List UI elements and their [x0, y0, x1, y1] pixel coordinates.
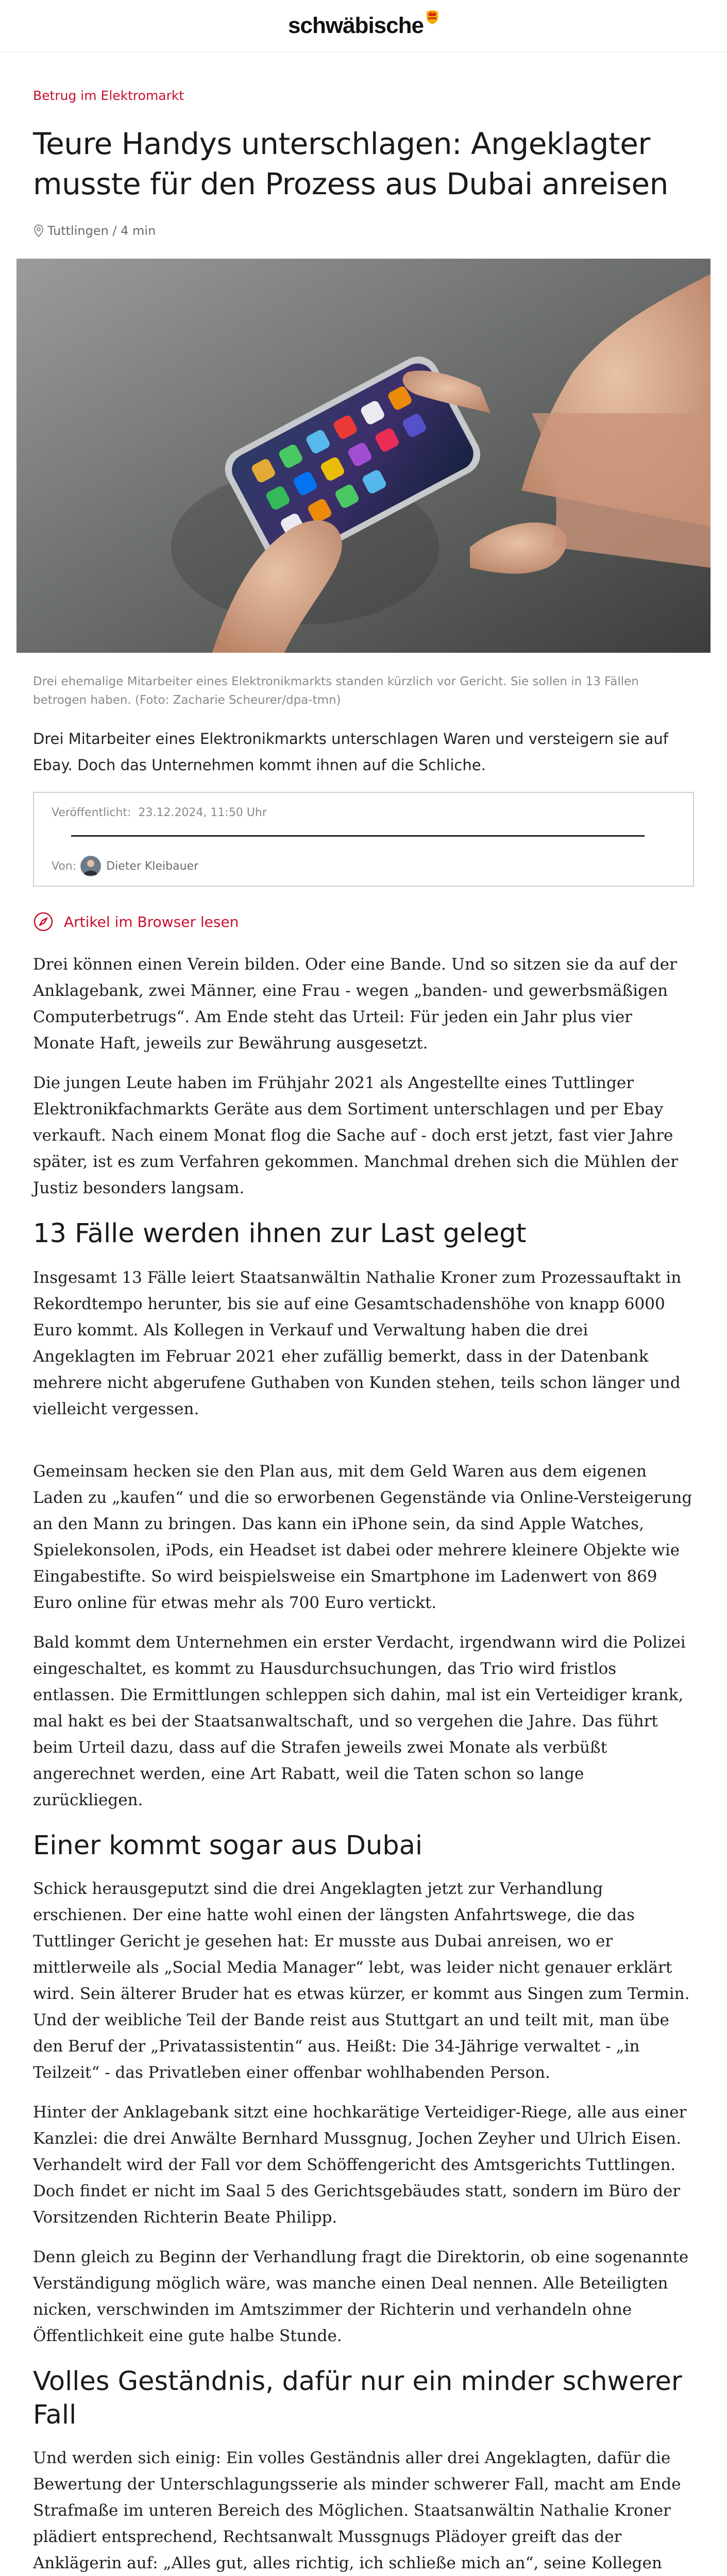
article-info-box	[33, 792, 694, 887]
author-label: Von:	[52, 859, 77, 873]
published-date: 23.12.2024, 11:50 Uhr	[138, 806, 267, 819]
paragraph: Hinter der Anklagebank sitzt eine hochkarätige Verteidiger-Riege, alle aus einer Kanzlei: die drei Anwälte Bernhard Mussgnug, Jochen Zeyher und Ulrich Eisen. Verhandelt wird der Fall vor dem Schöffengericht des Amtsgerichts Tuttlingen. Doch findet er nicht im Saal 5 des Gerichtsgebäudes statt, sondern im Büro der Vorsitzenden Richterin Beate Philipp.	[33, 2103, 687, 2227]
compass-icon	[33, 911, 54, 932]
paragraph: Bald kommt dem Unternehmen ein erster Verdacht, irgendwann wird die Polizei eingeschaltet, es kommt zu Hausdurchsuchungen, das Trio wird fristlos entlassen. Die Ermittlungen schleppen sich dahin, mal ist ein Verteidiger krank, mal hakt es bei der Staatsanwaltschaft, und so vergehen die Jahre. Das führt beim Urteil dazu, dass auf die Strafen jeweils zwei Monate als verbüßt angerechnet werden, eine Art Rabatt, weil die Taten schon so lange zurückliegen.	[33, 1633, 686, 1809]
section-heading: 13 Fälle werden ihnen zur Last gelegt	[33, 1218, 527, 1249]
paragraph: Drei können einen Verein bilden. Oder eine Bande. Und so sitzen sie da auf der Anklagebank, zwei Männer, eine Frau - wegen „banden- und gewerbsmäßigen Computerbetrugs“. Am Ende steht das Urteil: Für jeden ein Jahr plus vier Monate Haft, jeweils zur Bewährung ausgesetzt.	[33, 955, 677, 1053]
page-title: Teure Handys unterschlagen: Angeklagter musste für den Prozess aus Dubai anreisen	[33, 126, 668, 201]
article-teaser: Drei Mitarbeiter eines Elektronikmarkts unterschlagen Waren und versteigern sie auf Ebay. Doch das Unternehmen kommt ihnen auf die Schliche.	[33, 730, 668, 774]
author-info	[52, 856, 198, 876]
paragraph: Und werden sich einig: Ein volles Geständnis aller drei Angeklagten, dafür die Bewertung der Unterschlagungsserie als minder schwerer Fall, macht am Ende Strafmaße im unteren Bereich des Möglichen. Staatsanwältin Nathalie Kroner plädiert entsprechend, Rechtsanwalt Mussgnugs Plädoyer greift das der Anklägerin auf: „Alles gut, alles richtig, ich schließe mich an“, seine Kollegen	[33, 2449, 681, 2572]
author-name[interactable]: Dieter Kleibauer	[106, 859, 199, 873]
image-caption: Drei ehemalige Mitarbeiter eines Elektronikmarkts standen kürzlich vor Gericht. Sie sollen in 13 Fällen betrogen haben. (Foto: Zacharie Scheurer/dpa-tmn)	[33, 675, 639, 707]
author-avatar	[80, 856, 101, 876]
site-logo[interactable]	[288, 13, 439, 39]
hero-image	[16, 259, 711, 653]
article	[0, 88, 727, 2576]
section-heading: Einer kommt sogar aus Dubai	[33, 1831, 423, 1861]
divider	[71, 835, 645, 837]
crest-icon	[426, 9, 439, 24]
article-body	[33, 952, 694, 2576]
paragraph: Schick herausgeputzt sind die drei Angeklagten jetzt zur Verhandlung erschienen. Der eine hatte wohl einen der längsten Anfahrtswege, die das Tuttlinger Gericht je gesehen hat: Er musste aus Dubai anreisen, wo er mittlerweile als „Social Media Manager“ lebt, was leider nicht genauer erklärt wird. Sein älterer Bruder hat es etwas kürzer, er kommt aus Singen zum Termin. Und der weibliche Teil der Bande reist aus Stuttgart an und teilt mit, man übe den Beruf der „Privatassistentin“ aus. Heißt: Die 34-Jährige verwaltet - „in Teilzeit“ - das Privatleben einer offenbar wohlhabenden Person.	[33, 1879, 690, 2082]
paragraph: Gemeinsam hecken sie den Plan aus, mit dem Geld Waren aus dem eigenen Laden zu „kaufen“ und die so erworbenen Gegenstände via Online-Versteigerung an den Mann zu bringen. Das kann ein iPhone sein, da sind Apple Watches, Spielekonsolen, iPods, ein Headset ist dabei oder mehrere kleinere Objekte wie Eingabestifte. So wird beispielsweise ein Smartphone im Ladenwert von 869 Euro online für etwas mehr als 700 Euro vertickt.	[33, 1462, 692, 1612]
open-in-browser-link[interactable]	[33, 911, 694, 932]
site-header	[0, 0, 727, 52]
location-readtime: Tuttlingen / 4 min	[47, 224, 156, 238]
location-pin-icon	[33, 224, 44, 238]
paragraph: Insgesamt 13 Fälle leiert Staatsanwältin Nathalie Kroner zum Prozessauftakt in Rekordtempo herunter, bis sie auf eine Gesamtschadenshöhe von knapp 6000 Euro kommt. Als Kollegen in Verkauf und Verwaltung haben die drei Angeklagten im Februar 2021 eher zufällig bemerkt, dass in der Datenbank mehrere nicht abgerufene Guthaben von Kunden stehen, teils schon länger und vielleicht vergessen.	[33, 1268, 682, 1418]
open-in-browser-label: Artikel im Browser lesen	[64, 913, 239, 930]
published-label: Veröffentlicht:	[52, 806, 131, 819]
section-heading: Volles Geständnis, dafür nur ein minder schwerer Fall	[33, 2366, 682, 2430]
article-meta	[33, 224, 694, 238]
published-info	[52, 806, 267, 819]
logo-wordmark: schwäbische	[288, 13, 424, 38]
article-kicker[interactable]: Betrug im Elektromarkt	[33, 88, 184, 103]
paragraph: Die jungen Leute haben im Frühjahr 2021 als Angestellte eines Tuttlinger Elektronikfachmarkts Geräte aus dem Sortiment unterschlagen und per Ebay verkauft. Nach einem Monat flog die Sache auf - doch erst jetzt, fast vier Jahre später, ist es zum Verfahren gekommen. Manchmal drehen sich die Mühlen der Justiz besonders langsam.	[33, 1074, 679, 1197]
paragraph: Denn gleich zu Beginn der Verhandlung fragt die Direktorin, ob eine sogenannte Verständigung möglich wäre, was manche einen Deal nennen. Alle Beteiligten nicken, verschwinden im Amtszimmer der Richterin und verhandeln ohne Öffentlichkeit eine gute halbe Stunde.	[33, 2248, 689, 2345]
